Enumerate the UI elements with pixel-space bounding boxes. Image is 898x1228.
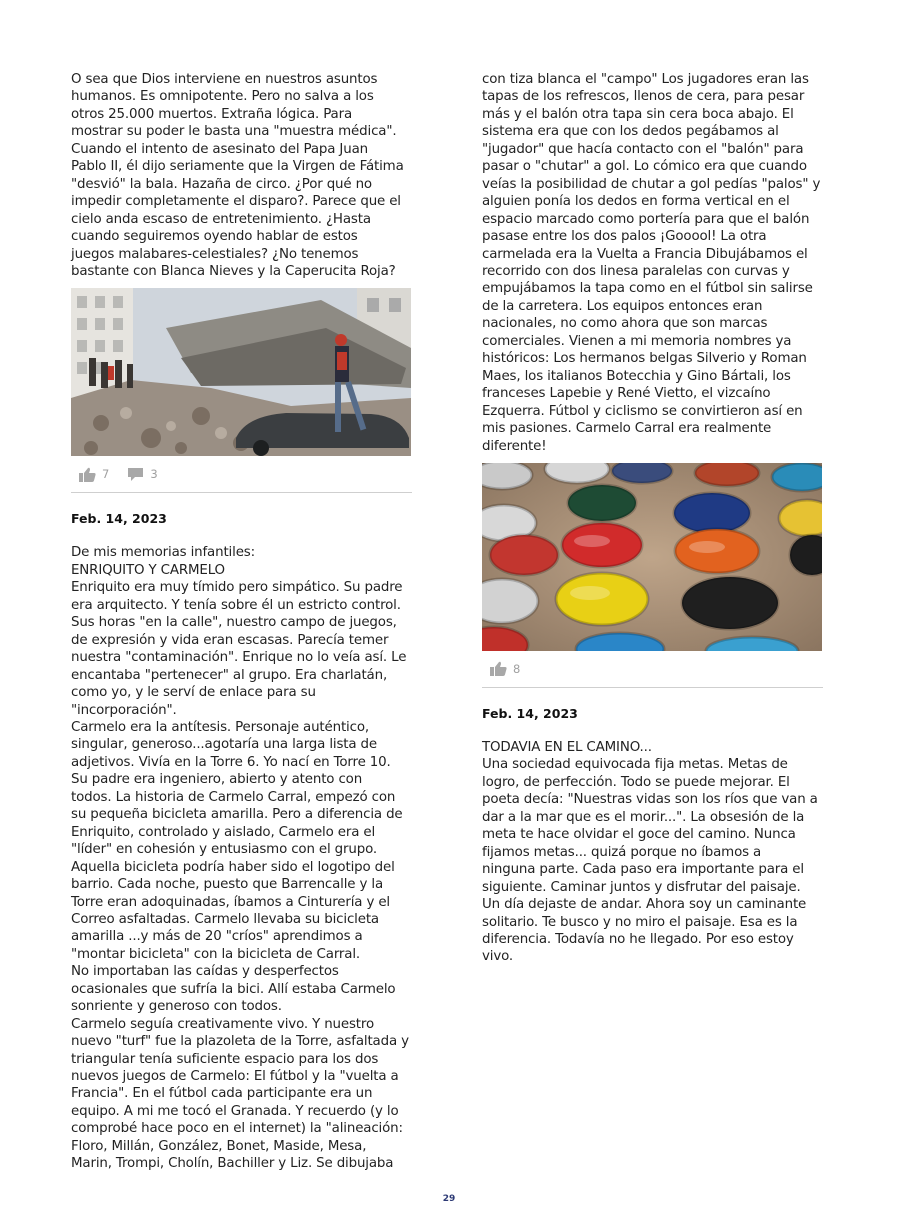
thumbs-up-icon [490, 661, 507, 676]
like-count: 8 [513, 661, 521, 676]
like-button[interactable] [490, 661, 520, 676]
post-date: Feb. 14, 2023 [71, 511, 167, 527]
left-reactions-bar [71, 456, 412, 493]
page-number: 29 [442, 1194, 456, 1204]
comment-bubble-icon [127, 467, 144, 482]
earthquake-rubble-photo-icon [71, 288, 411, 456]
left-column [71, 71, 412, 1173]
comment-count: 3 [150, 467, 158, 482]
thumbs-up-icon [79, 467, 96, 482]
like-button[interactable] [79, 467, 109, 482]
post-body: De mis memorias infantiles: ENRIQUITO Y CARMELO Enriquito era muy tímido pero simpático. Su padre era arquitecto. Y tenía sobre él un estricto control. Sus horas "en la calle", nuestro campo de juegos, de expresión y vida eran escasas. Parecía temer nuestra "contaminación". Enrique no lo veía así. Le encantaba "pertenecer" al grupo. Era charlatán, como yo, y le serví de enlace para su "incorporación". Carmelo era la antítesis. Personaje auténtico, singular, generoso...agotaría una larga lista de adjetivos. Vivía en la Torre 6. Yo nací en Torre 10. Su padre era ingeniero, abierto y atento con todos. La historia de Carmelo Carral, empezó con su pequeña bicicleta amarilla. Pero a diferencia de Enriquito, controlado y aislado, Carmelo era el "líder" en cohesión y entusiasmo con el grupo. Aquella bicicleta podría haber sido el logotipo del barrio. Cada noche, puesto que Barrencalle y la Torre eran adoquinadas, íbamos a Cinturería y el Correo asfaltadas. Carmelo llevaba su bicicleta amarilla ...y más de 20 "críos" aprendimos a "montar bicicleta" con la bicicleta de Carral. No importaban las caídas y desperfectos ocasionales que sufría la bici. Allí estaba Carmelo sonriente y generoso con todos. Carmelo seguía creativamente vivo. Y nuestro nuevo "turf" fue la plazoleta de la Torre, asfaltada y triangular tenía suficiente espacio para los dos nuevos juegos de Carmelo: El fútbol y la "vuelta a Francia". En el fútbol cada participante era un equipo. A mi me tocó el Granada. Y recuerdo (y lo comprobé hace poco en el internet) la "alineación: Floro, Millán, González, Bonet, Maside, Mesa, Marin, Trompi, Cholín, Bachiller y Liz. Se dibujaba [71, 545, 409, 1172]
like-count: 7 [102, 467, 110, 482]
right-reactions-bar [482, 651, 823, 688]
earthquake-photo[interactable] [71, 288, 411, 456]
right-column [482, 71, 823, 966]
bottle-caps-photo[interactable] [482, 463, 822, 651]
post-date: Feb. 14, 2023 [482, 705, 578, 721]
bottle-caps-photo-icon [482, 463, 822, 651]
comment-button[interactable] [127, 467, 157, 482]
intro-paragraph: O sea que Dios interviene en nuestros asuntos humanos. Es omnipotente. Pero no salva a los otros 25.000 muertos. Extraña lógica. Para mostrar su poder le basta una "muestra médica". Cuando el intento de asesinato del Papa Juan Pablo II, él dijo seriamente que la Virgen de Fátima "desvió" la bala. Hazaña de circo. ¿Por qué no impedir completamente el disparo?. Parece que el cielo anda escaso de entretenimiento. ¿Hasta cuando seguiremos oyendo hablar de estos juegos malabares-celestiales? ¿No tenemos bastante con Blanca Nieves y la Caperucita Roja? [71, 72, 404, 279]
post-body: TODAVIA EN EL CAMINO... Una sociedad equivocada fija metas. Metas de logro, de perfección. Todo se puede mejorar. El poeta decía: "Nuestras vidas son los ríos que van a dar a la mar que es el morir...". La obsesión de la meta te hace olvidar el goce del camino. Nunca fijamos metas... quizá porque no íbamos a ninguna parte. Cada paso era importante para el siguiente. Caminar juntos y disfrutar del paisaje. Un día dejaste de andar. Ahora soy un caminante solitario. Te busco y no miro el paisaje. Esa es la diferencia. Todavía no he llegado. Por eso estoy vivo. [482, 739, 818, 965]
continued-paragraph: con tiza blanca el "campo" Los jugadores eran las tapas de los refrescos, llenos de cera, para pesar más y el balón otra tapa sin cera boca abajo. El sistema era que con los dedos pegábamos al "jugador" que hacía contacto con el "balón" para pasar o "chutar" a gol. Lo cómico era que cuando veías la posibilidad de chutar a gol pedías "palos" y alguien ponía los dedos en forma vertical en el espacio marcado como portería para que el balón pasase entre los dos palos ¡Gooool! La otra carmelada era la Vuelta a Francia Dibujábamos el recorrido con dos linesa paralelas con curvas y empujábamos la tapa como en el fútbol sin salirse de la carretera. Los equipos entonces eran nacionales, no como ahora que son marcas comerciales. Vienen a mi memoria nombres ya históricos: Los hermanos belgas Silverio y Roman Maes, los italianos Botecchia y Gino Bártali, los franceses Lapebie y René Vietto, el vizcaíno Ezquerra. Fútbol y ciclismo se convirtieron así en mis pasiones. Carmelo Carral era realmente diferente! [482, 72, 821, 454]
